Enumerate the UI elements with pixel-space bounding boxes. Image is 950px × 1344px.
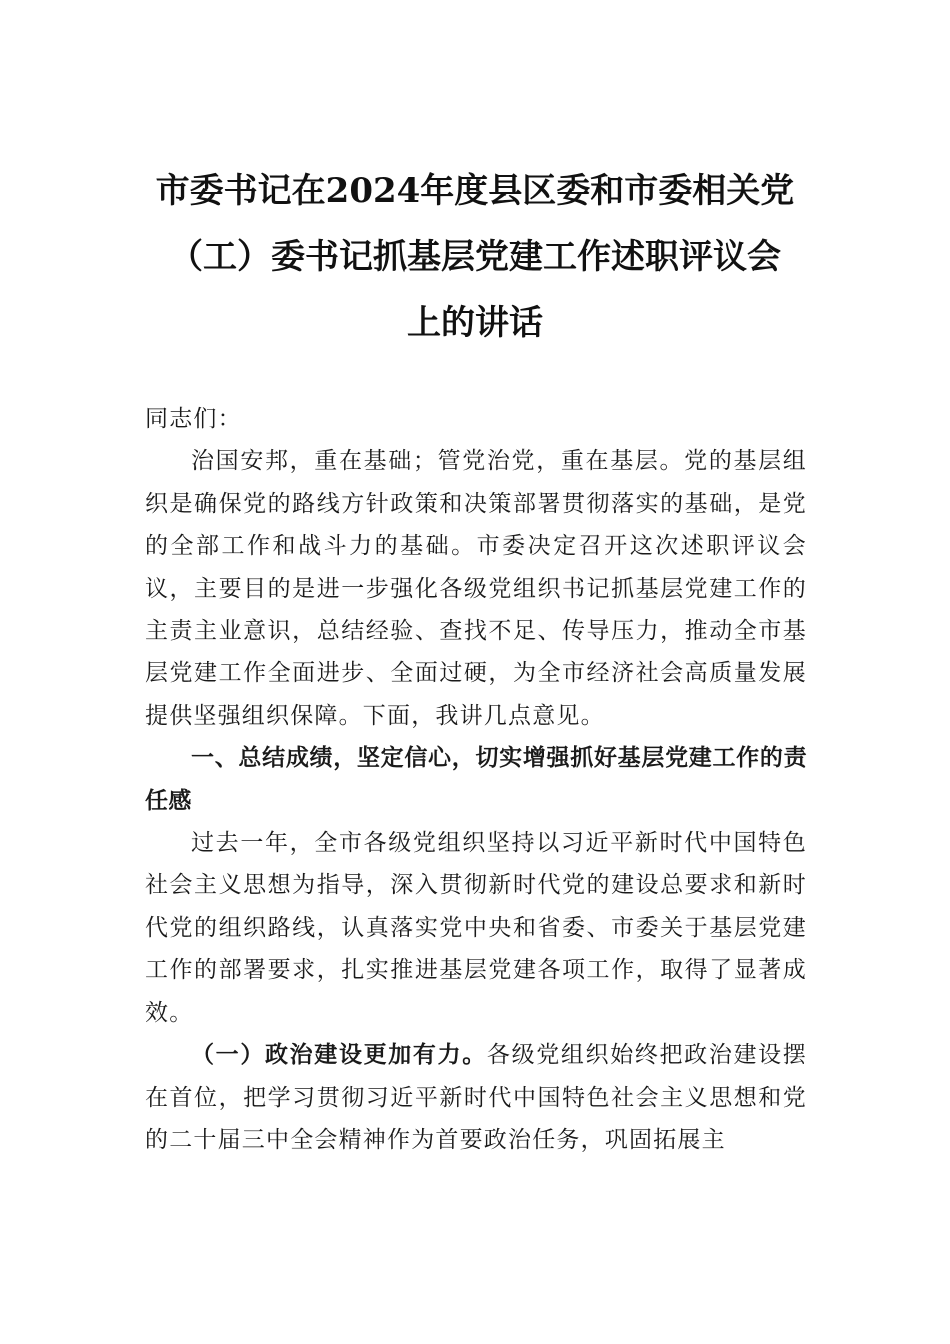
title-line-1: 市委书记在2024年度县区委和市委相关党 <box>155 171 795 211</box>
document-title <box>140 158 810 356</box>
document-body <box>145 398 807 1161</box>
title-line-2: （工）委书记抓基层党建工作述职评议会 <box>169 237 781 277</box>
subsection-1-lead: （一）政治建设更加有力。 <box>191 1041 487 1069</box>
title-line-3: 上的讲话 <box>407 303 543 343</box>
subsection-1-text: 各级党组织始终把政治建设摆在首位，把学习贯彻习近平新时代中国特色社会主义思想和党的二十届三中全会精神作为首要政治任务，巩固拓展主 <box>145 1042 807 1153</box>
intro-paragraph: 治国安邦，重在基础；管党治党，重在基层。党的基层组织是确保党的路线方针政策和决策部署贯彻落实的基础，是党的全部工作和战斗力的基础。市委决定召开这次述职评议会议，主要目的是进一步强化各级党组织书记抓基层党建工作的主责主业意识，总结经验、查找不足、传导压力，推动全市基层党建工作全面进步、全面过硬，为全市经济社会高质量发展提供坚强组织保障。下面，我讲几点意见。 <box>145 448 807 729</box>
section-heading-1: 一、总结成绩，坚定信心，切实增强抓好基层党建工作的责任感 <box>145 745 807 814</box>
subsection-1-paragraph <box>145 1034 807 1161</box>
section-1-paragraph: 过去一年，全市各级党组织坚持以习近平新时代中国特色社会主义思想为指导，深入贯彻新时代党的建设总要求和新时代党的组织路线，认真落实党中央和省委、市委关于基层党建工作的部署要求，扎实推进基层党建各项工作，取得了显著成效。 <box>145 830 807 1026</box>
salutation: 同志们： <box>145 406 242 432</box>
